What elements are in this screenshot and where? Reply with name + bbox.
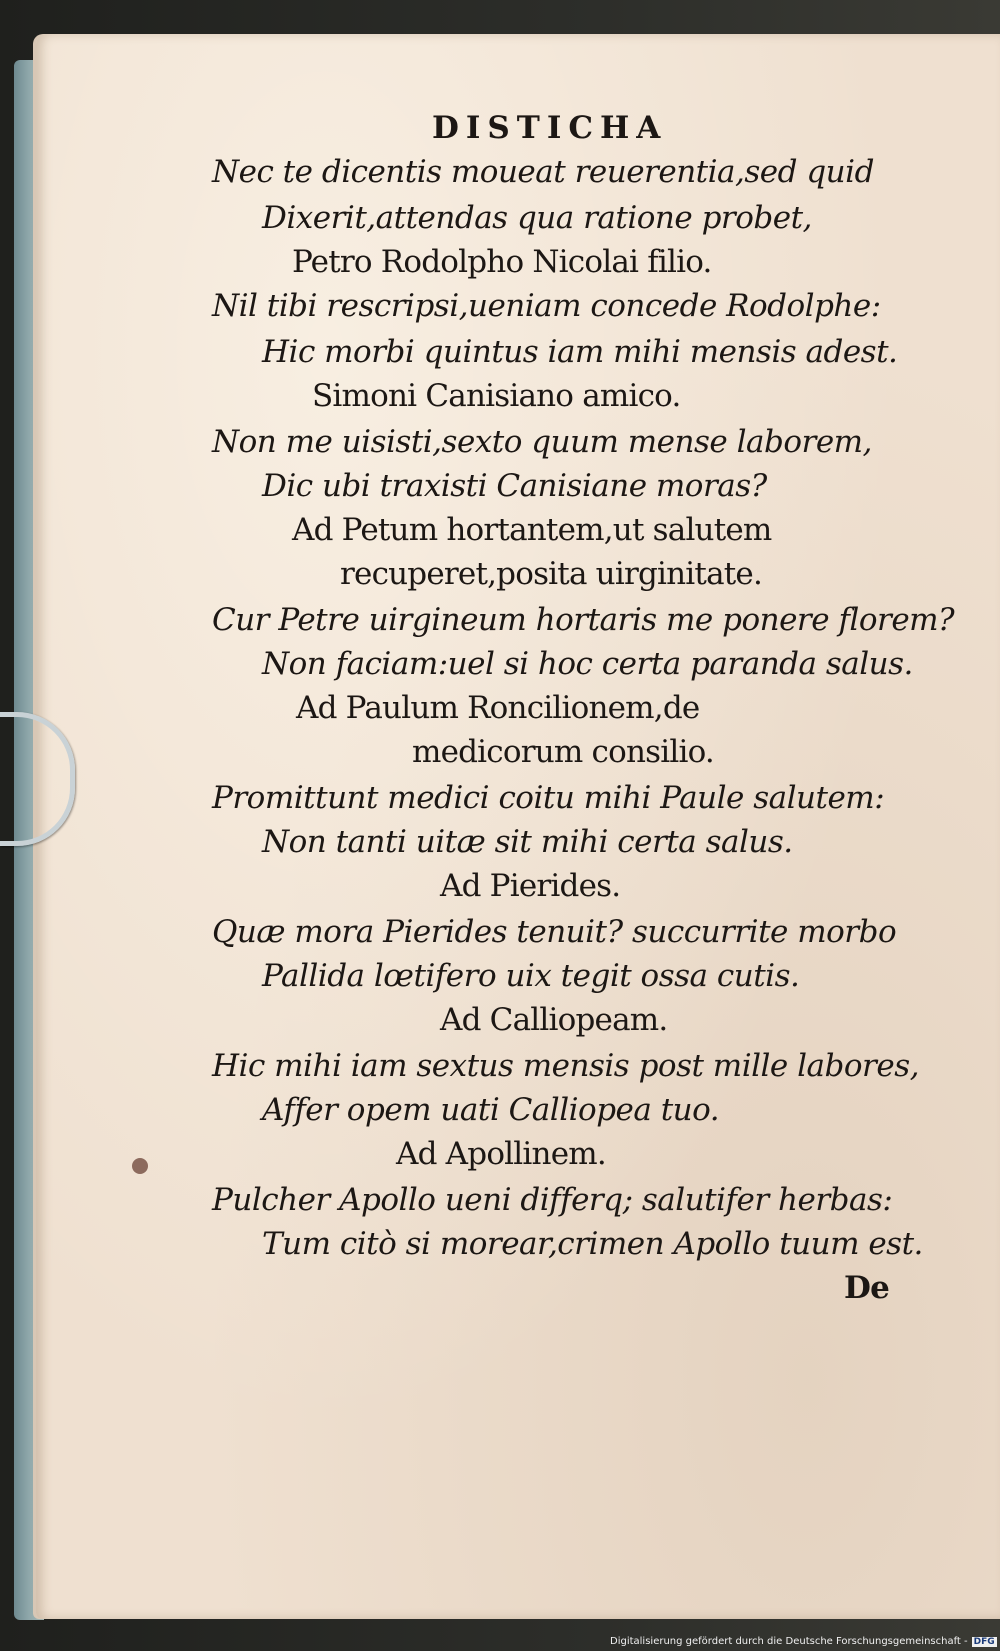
verse-line-8: Dic ubi traxisti Canisiane moras?: [262, 468, 767, 504]
digitization-credit: [610, 1636, 997, 1647]
heading-ad-paulum-2: medicorum consilio.: [412, 734, 714, 770]
heading-ad-petum-2: recuperet,posita uirginitate.: [340, 556, 763, 592]
verse-line-11: Cur Petre uirgineum hortaris me ponere florem?: [212, 602, 955, 638]
verse-line-19: Pallida lœtifero uix tegit ossa cutis.: [262, 958, 800, 994]
catchword: De: [844, 1270, 890, 1306]
credit-text: Digitalisierung gefördert durch die Deutsche Forschungsgemeinschaft -: [610, 1636, 968, 1647]
verse-line-7: Non me uisisti,sexto quum mense laborem,: [212, 424, 872, 460]
running-header: DISTICHA: [432, 110, 668, 146]
verse-line-24: Pulcher Apollo ueni differq; salutifer herbas:: [212, 1182, 893, 1218]
book-page: [36, 34, 1000, 1619]
heading-ad-paulum-1: Ad Paulum Roncilionem,de: [296, 690, 700, 726]
heading-ad-calliopeam: Ad Calliopeam.: [440, 1002, 668, 1038]
verse-line-16: Non tanti uitæ sit mihi certa salus.: [262, 824, 793, 860]
verse-line-21: Hic mihi iam sextus mensis post mille labores,: [212, 1048, 919, 1084]
verse-line-2: Dixerit,attendas qua ratione probet,: [262, 200, 812, 236]
heading-ad-petum-1: Ad Petum hortantem,ut salutem: [292, 512, 772, 548]
verse-line-18: Quæ mora Pierides tenuit? succurrite morbo: [212, 914, 897, 950]
verse-line-15: Promittunt medici coitu mihi Paule salutem:: [212, 780, 885, 816]
heading-ad-apollinem: Ad Apollinem.: [396, 1136, 606, 1172]
verse-line-5: Hic morbi quintus iam mihi mensis adest.: [262, 334, 898, 370]
heading-simoni-canisiano: Simoni Canisiano amico.: [312, 378, 681, 414]
dfg-logo: DFG: [973, 1637, 995, 1647]
heading-ad-pierides: Ad Pierides.: [440, 868, 621, 904]
verse-line-12: Non faciam:uel si hoc certa paranda salus.: [262, 646, 913, 682]
verse-line-1: Nec te dicentis moueat reuerentia,sed quid: [212, 154, 874, 190]
verse-line-22: Affer opem uati Calliopea tuo.: [262, 1092, 720, 1128]
heading-petro-rodolpho: Petro Rodolpho Nicolai filio.: [292, 244, 712, 280]
verse-line-4: Nil tibi rescripsi,ueniam concede Rodolphe:: [212, 288, 881, 324]
verse-line-25: Tum citò si morear,crimen Apollo tuum est.: [262, 1226, 923, 1262]
ink-stain: [132, 1158, 148, 1174]
